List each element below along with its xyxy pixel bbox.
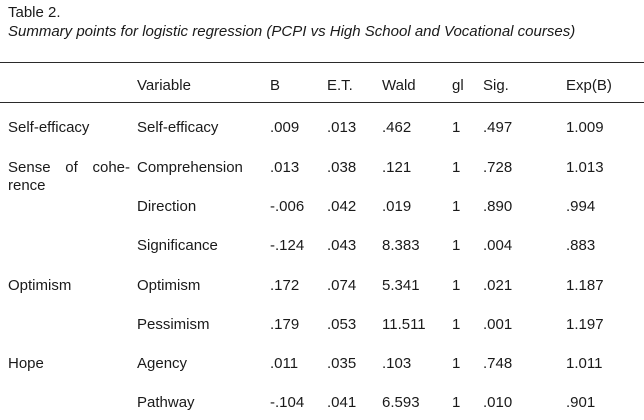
exp-cell: 1.187 xyxy=(566,277,604,294)
et-cell: .013 xyxy=(327,119,357,136)
header-b: B xyxy=(270,77,281,94)
exp-cell: 1.013 xyxy=(566,159,604,176)
sig-cell: .748 xyxy=(483,355,513,372)
gl-cell: 1 xyxy=(452,355,461,372)
et-cell: .053 xyxy=(327,316,357,333)
gl-cell: 1 xyxy=(452,316,461,333)
exp-cell: 1.009 xyxy=(566,119,604,136)
header-exp: Exp(B) xyxy=(566,77,612,94)
wald-cell: 6.593 xyxy=(382,394,420,411)
b-cell: .011 xyxy=(270,355,299,372)
wald-cell: 5.341 xyxy=(382,277,420,294)
gl-cell: 1 xyxy=(452,237,461,254)
variable-cell: Agency xyxy=(137,355,188,372)
variable-cell: Significance xyxy=(137,237,218,254)
table-number: Table 2. xyxy=(8,4,61,21)
et-cell: .041 xyxy=(327,394,357,411)
group-label: Sense of cohe-rence xyxy=(8,159,130,194)
exp-cell: 1.197 xyxy=(566,316,604,333)
variable-cell: Direction xyxy=(137,198,197,215)
b-cell: -.104 xyxy=(270,394,305,411)
b-cell: -.124 xyxy=(270,237,305,254)
exp-cell: .994 xyxy=(566,198,596,215)
et-cell: .038 xyxy=(327,159,357,176)
header-variable: Variable xyxy=(137,77,191,94)
et-cell: .043 xyxy=(327,237,357,254)
gl-cell: 1 xyxy=(452,159,461,176)
exp-cell: .901 xyxy=(566,394,596,411)
header-gl: gl xyxy=(452,77,464,94)
table-title: Summary points for logistic regression (PCPI vs High School and Vocational courses) xyxy=(8,23,576,40)
gl-cell: 1 xyxy=(452,277,461,294)
gl-cell: 1 xyxy=(452,198,461,215)
b-cell: -.006 xyxy=(270,198,305,215)
sig-cell: .001 xyxy=(483,316,513,333)
header-sig: Sig. xyxy=(483,77,509,94)
table-caption xyxy=(0,4,644,41)
header-wald: Wald xyxy=(382,77,416,94)
b-cell: .009 xyxy=(270,119,300,136)
sig-cell: .010 xyxy=(483,394,513,411)
wald-cell: .121 xyxy=(382,159,412,176)
variable-cell: Self-efficacy xyxy=(137,119,219,136)
sig-cell: .497 xyxy=(483,119,513,136)
group-label: Optimism xyxy=(8,277,72,294)
wald-cell: .462 xyxy=(382,119,412,136)
variable-cell: Comprehension xyxy=(137,159,243,176)
exp-cell: 1.011 xyxy=(566,355,603,372)
et-cell: .074 xyxy=(327,277,357,294)
b-cell: .172 xyxy=(270,277,300,294)
et-cell: .042 xyxy=(327,198,357,215)
wald-cell: 8.383 xyxy=(382,237,420,254)
variable-cell: Optimism xyxy=(137,277,201,294)
header-et: E.T. xyxy=(327,77,353,94)
table-header-rule xyxy=(0,102,644,103)
sig-cell: .004 xyxy=(483,237,513,254)
gl-cell: 1 xyxy=(452,394,461,411)
wald-cell: .019 xyxy=(382,198,412,215)
b-cell: .179 xyxy=(270,316,300,333)
group-label: Self-efficacy xyxy=(8,119,90,136)
sig-cell: .890 xyxy=(483,198,513,215)
b-cell: .013 xyxy=(270,159,300,176)
sig-cell: .021 xyxy=(483,277,513,294)
sig-cell: .728 xyxy=(483,159,513,176)
wald-cell: .103 xyxy=(382,355,412,372)
variable-cell: Pessimism xyxy=(137,316,210,333)
variable-cell: Pathway xyxy=(137,394,195,411)
wald-cell: 11.511 xyxy=(382,316,426,333)
table-top-rule xyxy=(0,62,644,63)
gl-cell: 1 xyxy=(452,119,461,136)
et-cell: .035 xyxy=(327,355,357,372)
exp-cell: .883 xyxy=(566,237,596,254)
group-label: Hope xyxy=(8,355,44,372)
